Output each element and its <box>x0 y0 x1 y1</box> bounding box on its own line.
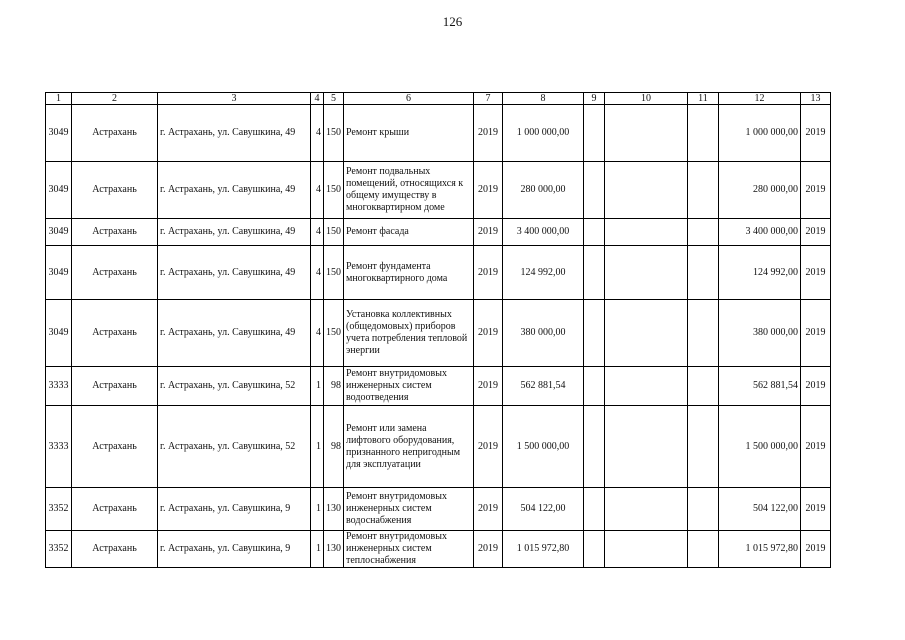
year-end-cell: 2019 <box>801 367 831 406</box>
work-type-cell: Ремонт крыши <box>344 105 474 162</box>
year-cell: 2019 <box>474 488 503 531</box>
amount-cell: 3 400 000,00 <box>503 219 584 246</box>
table-row <box>46 488 831 531</box>
amount-cell: 1 000 000,00 <box>503 105 584 162</box>
column-number-row <box>46 93 831 105</box>
row-id-cell: 3352 <box>46 531 72 568</box>
row-id-cell: 3049 <box>46 300 72 367</box>
year-end-cell: 2019 <box>801 105 831 162</box>
col5-cell: 130 <box>324 531 344 568</box>
work-type-cell: Установка коллективных (общедомовых) приборов учета потребления тепловой энергии <box>344 300 474 367</box>
col11-cell <box>688 367 719 406</box>
column-header: 9 <box>584 93 605 105</box>
col11-cell <box>688 300 719 367</box>
col10-cell <box>605 105 688 162</box>
col9-cell <box>584 488 605 531</box>
year-end-cell: 2019 <box>801 531 831 568</box>
city-cell: Астрахань <box>72 246 158 300</box>
row-id-cell: 3049 <box>46 162 72 219</box>
table-row <box>46 367 831 406</box>
repair-schedule-table <box>45 92 831 568</box>
amount-cell: 504 122,00 <box>503 488 584 531</box>
total-cell: 1 500 000,00 <box>719 406 801 488</box>
year-cell: 2019 <box>474 300 503 367</box>
year-cell: 2019 <box>474 219 503 246</box>
address-cell: г. Астрахань, ул. Савушкина, 49 <box>158 246 311 300</box>
col5-cell: 150 <box>324 300 344 367</box>
column-header: 2 <box>72 93 158 105</box>
col4-cell: 4 <box>311 219 324 246</box>
city-cell: Астрахань <box>72 531 158 568</box>
table-row <box>46 219 831 246</box>
col10-cell <box>605 488 688 531</box>
col9-cell <box>584 246 605 300</box>
total-cell: 280 000,00 <box>719 162 801 219</box>
col11-cell <box>688 219 719 246</box>
col5-cell: 98 <box>324 406 344 488</box>
amount-cell: 124 992,00 <box>503 246 584 300</box>
address-cell: г. Астрахань, ул. Савушкина, 49 <box>158 219 311 246</box>
col9-cell <box>584 406 605 488</box>
row-id-cell: 3333 <box>46 406 72 488</box>
col11-cell <box>688 162 719 219</box>
col4-cell: 1 <box>311 488 324 531</box>
column-header: 12 <box>719 93 801 105</box>
col4-cell: 4 <box>311 246 324 300</box>
year-end-cell: 2019 <box>801 406 831 488</box>
address-cell: г. Астрахань, ул. Савушкина, 49 <box>158 105 311 162</box>
col11-cell <box>688 105 719 162</box>
year-cell: 2019 <box>474 105 503 162</box>
year-end-cell: 2019 <box>801 219 831 246</box>
table-row <box>46 406 831 488</box>
column-header: 6 <box>344 93 474 105</box>
city-cell: Астрахань <box>72 488 158 531</box>
col5-cell: 150 <box>324 105 344 162</box>
work-type-cell: Ремонт внутридомовых инженерных систем водоотведения <box>344 367 474 406</box>
address-cell: г. Астрахань, ул. Савушкина, 52 <box>158 367 311 406</box>
city-cell: Астрахань <box>72 162 158 219</box>
col9-cell <box>584 531 605 568</box>
col11-cell <box>688 246 719 300</box>
total-cell: 504 122,00 <box>719 488 801 531</box>
work-type-cell: Ремонт фасада <box>344 219 474 246</box>
col4-cell: 1 <box>311 406 324 488</box>
col10-cell <box>605 162 688 219</box>
table-row <box>46 531 831 568</box>
year-cell: 2019 <box>474 246 503 300</box>
column-header: 3 <box>158 93 311 105</box>
page-number: 126 <box>442 14 463 29</box>
row-id-cell: 3333 <box>46 367 72 406</box>
column-header: 1 <box>46 93 72 105</box>
address-cell: г. Астрахань, ул. Савушкина, 9 <box>158 488 311 531</box>
col10-cell <box>605 531 688 568</box>
col10-cell <box>605 406 688 488</box>
col4-cell: 4 <box>311 162 324 219</box>
column-header: 4 <box>311 93 324 105</box>
total-cell: 3 400 000,00 <box>719 219 801 246</box>
table-row <box>46 162 831 219</box>
col5-cell: 150 <box>324 219 344 246</box>
col9-cell <box>584 300 605 367</box>
year-end-cell: 2019 <box>801 162 831 219</box>
amount-cell: 380 000,00 <box>503 300 584 367</box>
row-id-cell: 3049 <box>46 219 72 246</box>
table-row <box>46 105 831 162</box>
year-end-cell: 2019 <box>801 488 831 531</box>
amount-cell: 1 500 000,00 <box>503 406 584 488</box>
amount-cell: 1 015 972,80 <box>503 531 584 568</box>
column-header: 10 <box>605 93 688 105</box>
address-cell: г. Астрахань, ул. Савушкина, 49 <box>158 300 311 367</box>
col9-cell <box>584 367 605 406</box>
address-cell: г. Астрахань, ул. Савушкина, 49 <box>158 162 311 219</box>
address-cell: г. Астрахань, ул. Савушкина, 52 <box>158 406 311 488</box>
year-cell: 2019 <box>474 162 503 219</box>
city-cell: Астрахань <box>72 406 158 488</box>
col5-cell: 98 <box>324 367 344 406</box>
work-type-cell: Ремонт внутридомовых инженерных систем теплоснабжения <box>344 531 474 568</box>
column-header: 5 <box>324 93 344 105</box>
col4-cell: 1 <box>311 531 324 568</box>
total-cell: 1 015 972,80 <box>719 531 801 568</box>
city-cell: Астрахань <box>72 300 158 367</box>
col9-cell <box>584 162 605 219</box>
amount-cell: 562 881,54 <box>503 367 584 406</box>
year-end-cell: 2019 <box>801 300 831 367</box>
city-cell: Астрахань <box>72 367 158 406</box>
work-type-cell: Ремонт или замена лифтового оборудования, признанного непригодным для эксплуатации <box>344 406 474 488</box>
year-cell: 2019 <box>474 531 503 568</box>
year-cell: 2019 <box>474 406 503 488</box>
column-header: 11 <box>688 93 719 105</box>
work-type-cell: Ремонт фундамента многоквартирного дома <box>344 246 474 300</box>
column-header: 13 <box>801 93 831 105</box>
year-cell: 2019 <box>474 367 503 406</box>
row-id-cell: 3352 <box>46 488 72 531</box>
address-cell: г. Астрахань, ул. Савушкина, 9 <box>158 531 311 568</box>
table-row <box>46 300 831 367</box>
year-end-cell: 2019 <box>801 246 831 300</box>
col10-cell <box>605 219 688 246</box>
row-id-cell: 3049 <box>46 246 72 300</box>
col4-cell: 4 <box>311 105 324 162</box>
col10-cell <box>605 246 688 300</box>
row-id-cell: 3049 <box>46 105 72 162</box>
col4-cell: 4 <box>311 300 324 367</box>
col5-cell: 150 <box>324 162 344 219</box>
total-cell: 562 881,54 <box>719 367 801 406</box>
col11-cell <box>688 406 719 488</box>
city-cell: Астрахань <box>72 105 158 162</box>
total-cell: 380 000,00 <box>719 300 801 367</box>
col10-cell <box>605 300 688 367</box>
col11-cell <box>688 488 719 531</box>
col4-cell: 1 <box>311 367 324 406</box>
column-header: 8 <box>503 93 584 105</box>
col11-cell <box>688 531 719 568</box>
col5-cell: 150 <box>324 246 344 300</box>
work-type-cell: Ремонт подвальных помещений, относящихся к общему имуществу в многоквартирном доме <box>344 162 474 219</box>
table-row <box>46 246 831 300</box>
col9-cell <box>584 219 605 246</box>
total-cell: 1 000 000,00 <box>719 105 801 162</box>
col9-cell <box>584 105 605 162</box>
work-type-cell: Ремонт внутридомовых инженерных систем водоснабжения <box>344 488 474 531</box>
amount-cell: 280 000,00 <box>503 162 584 219</box>
col5-cell: 130 <box>324 488 344 531</box>
col10-cell <box>605 367 688 406</box>
city-cell: Астрахань <box>72 219 158 246</box>
column-header: 7 <box>474 93 503 105</box>
total-cell: 124 992,00 <box>719 246 801 300</box>
